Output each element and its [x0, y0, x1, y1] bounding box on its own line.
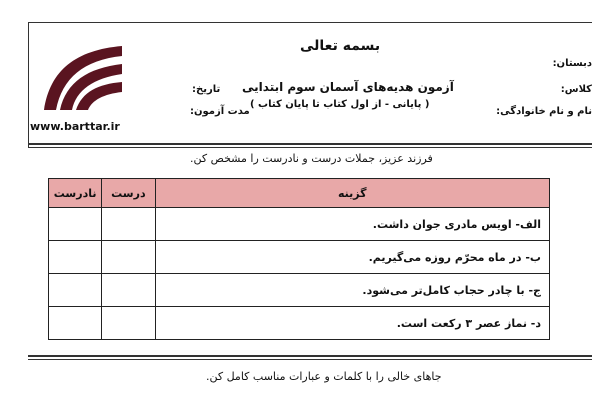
- header-divider: [28, 143, 592, 145]
- correct-answer-cell[interactable]: [102, 307, 155, 340]
- date-label: تاریخ:: [192, 84, 221, 95]
- incorrect-answer-cell[interactable]: [49, 307, 102, 340]
- frame-left-border: [28, 22, 29, 147]
- basmala: بسمه تعالی: [300, 38, 381, 54]
- table-row: [49, 274, 550, 307]
- correct-answer-cell[interactable]: [102, 208, 155, 241]
- col-choice-header: گزینه: [155, 179, 549, 208]
- section-divider-thin: [28, 359, 592, 360]
- school-label: دبستان:: [552, 58, 592, 69]
- header-divider-thin: [28, 147, 592, 148]
- table-row: [49, 307, 550, 340]
- table-header-row: [49, 179, 550, 208]
- barttar-logo-icon: [36, 40, 126, 112]
- statement-cell: الف- اویس مادری جوان داشت.: [155, 208, 549, 241]
- correct-answer-cell[interactable]: [102, 241, 155, 274]
- correct-answer-cell[interactable]: [102, 274, 155, 307]
- section-divider: [28, 355, 592, 357]
- statement-cell: ج- با چادر حجاب کامل‌تر می‌شود.: [155, 274, 549, 307]
- section2-instruction: جاهای خالی را با کلمات و عبارات مناسب کامل کن.: [206, 370, 442, 383]
- exam-title: آزمون هدیه‌های آسمان سوم ابتدایی: [242, 80, 454, 94]
- incorrect-answer-cell[interactable]: [49, 208, 102, 241]
- statement-cell: ب- در ماه محرّم روزه می‌گیریم.: [155, 241, 549, 274]
- incorrect-answer-cell[interactable]: [49, 241, 102, 274]
- exam-scope: ( پایانی - از اول کتاب تا پایان کتاب ): [250, 99, 430, 110]
- statement-cell: د- نماز عصر ۳ رکعت است.: [155, 307, 549, 340]
- table-row: [49, 241, 550, 274]
- site-logo: [36, 40, 126, 112]
- incorrect-answer-cell[interactable]: [49, 274, 102, 307]
- col-incorrect-header: نادرست: [49, 179, 102, 208]
- table-row: [49, 208, 550, 241]
- duration-label: مدت آزمون:: [190, 106, 250, 117]
- true-false-table: [48, 178, 550, 340]
- section1-instruction: فرزند عزیز، جملات درست و نادرست را مشخص کن.: [190, 152, 433, 165]
- name-label: نام و نام خانوادگی:: [496, 106, 592, 117]
- frame-top-border: [28, 22, 592, 23]
- class-label: کلاس:: [560, 84, 592, 95]
- col-correct-header: درست: [102, 179, 155, 208]
- site-url: www.barttar.ir: [30, 120, 120, 133]
